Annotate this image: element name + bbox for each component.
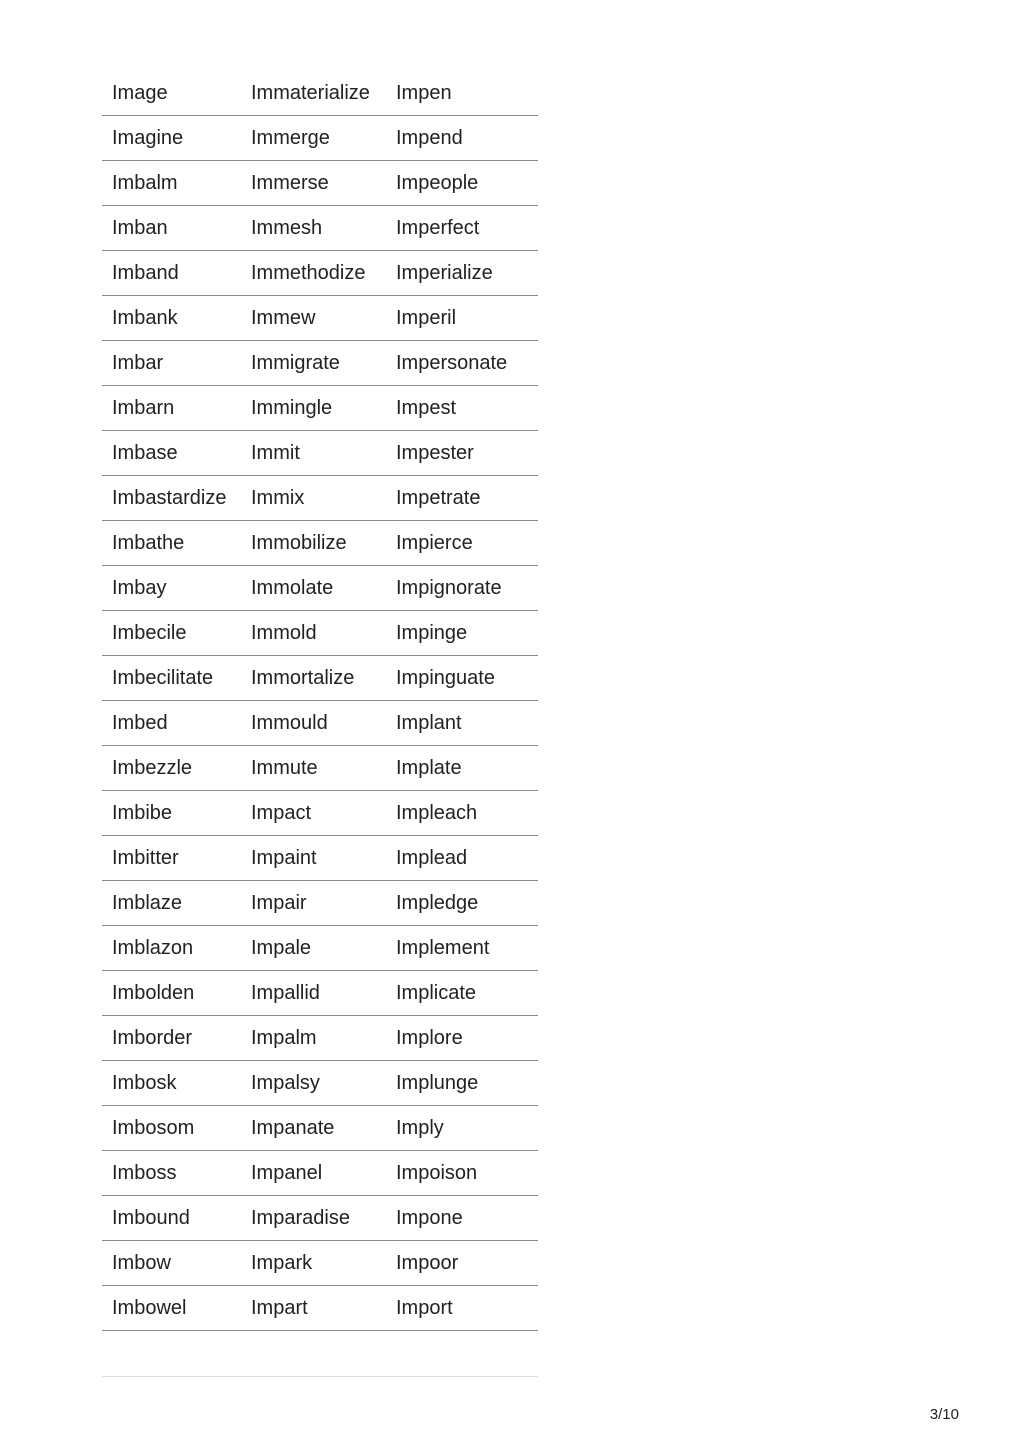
- word-cell: Impledge: [386, 881, 538, 926]
- word-cell: Imperfect: [386, 206, 538, 251]
- word-cell: Impersonate: [386, 341, 538, 386]
- word-cell: Impale: [241, 926, 386, 971]
- word-cell: Imbecile: [102, 611, 241, 656]
- word-cell: Implore: [386, 1016, 538, 1061]
- word-cell: Imban: [102, 206, 241, 251]
- word-cell: Impinguate: [386, 656, 538, 701]
- table-row: [102, 791, 538, 836]
- word-cell: Imbosom: [102, 1106, 241, 1151]
- word-cell: Impallid: [241, 971, 386, 1016]
- word-cell: Immolate: [241, 566, 386, 611]
- word-cell: Imply: [386, 1106, 538, 1151]
- word-cell: Imborder: [102, 1016, 241, 1061]
- word-cell: Immethodize: [241, 251, 386, 296]
- word-cell: Impierce: [386, 521, 538, 566]
- word-cell: Impleach: [386, 791, 538, 836]
- word-cell: Immix: [241, 476, 386, 521]
- word-cell: Impignorate: [386, 566, 538, 611]
- word-cell: Impalsy: [241, 1061, 386, 1106]
- word-cell: Imparadise: [241, 1196, 386, 1241]
- table-row: [102, 161, 538, 206]
- table-row: [102, 926, 538, 971]
- page-number: 3/10: [929, 1406, 959, 1423]
- table-row: [102, 521, 538, 566]
- word-cell: Impanate: [241, 1106, 386, 1151]
- word-cell: Immerge: [241, 116, 386, 161]
- word-table-body: [102, 71, 538, 1331]
- word-cell: Impeople: [386, 161, 538, 206]
- table-row: [102, 1286, 538, 1331]
- word-cell: Imbarn: [102, 386, 241, 431]
- word-cell: Imbowel: [102, 1286, 241, 1331]
- word-cell: Imbed: [102, 701, 241, 746]
- word-cell: Immigrate: [241, 341, 386, 386]
- word-cell: Impact: [241, 791, 386, 836]
- word-cell: Imagine: [102, 116, 241, 161]
- word-cell: Impoor: [386, 1241, 538, 1286]
- word-cell: Image: [102, 71, 241, 116]
- word-cell: Impalm: [241, 1016, 386, 1061]
- table-row: [102, 701, 538, 746]
- trailing-divider: [102, 1376, 538, 1377]
- word-cell: Imbitter: [102, 836, 241, 881]
- word-table: [102, 71, 538, 1331]
- word-cell: Imbase: [102, 431, 241, 476]
- word-cell: Imbolden: [102, 971, 241, 1016]
- table-row: [102, 1016, 538, 1061]
- word-cell: Imblazon: [102, 926, 241, 971]
- word-cell: Impend: [386, 116, 538, 161]
- word-cell: Imbosk: [102, 1061, 241, 1106]
- word-cell: Imboss: [102, 1151, 241, 1196]
- word-cell: Impester: [386, 431, 538, 476]
- table-row: [102, 296, 538, 341]
- table-row: [102, 566, 538, 611]
- table-row: [102, 836, 538, 881]
- table-row: [102, 746, 538, 791]
- word-cell: Immute: [241, 746, 386, 791]
- word-cell: Imbibe: [102, 791, 241, 836]
- table-row: [102, 386, 538, 431]
- table-row: [102, 206, 538, 251]
- word-cell: Immobilize: [241, 521, 386, 566]
- word-cell: Imband: [102, 251, 241, 296]
- table-row: [102, 1106, 538, 1151]
- word-cell: Imbathe: [102, 521, 241, 566]
- word-cell: Immaterialize: [241, 71, 386, 116]
- word-cell: Impen: [386, 71, 538, 116]
- word-cell: Impart: [241, 1286, 386, 1331]
- table-row: [102, 431, 538, 476]
- word-cell: Imbank: [102, 296, 241, 341]
- word-cell: Imbow: [102, 1241, 241, 1286]
- word-cell: Impest: [386, 386, 538, 431]
- word-cell: Implunge: [386, 1061, 538, 1106]
- word-cell: Imbecilitate: [102, 656, 241, 701]
- word-cell: Impetrate: [386, 476, 538, 521]
- word-cell: Imblaze: [102, 881, 241, 926]
- word-cell: Immingle: [241, 386, 386, 431]
- word-cell: Implate: [386, 746, 538, 791]
- word-cell: Imperialize: [386, 251, 538, 296]
- word-cell: Imbalm: [102, 161, 241, 206]
- word-cell: Impone: [386, 1196, 538, 1241]
- table-row: [102, 656, 538, 701]
- word-cell: Implement: [386, 926, 538, 971]
- word-cell: Impaint: [241, 836, 386, 881]
- table-row: [102, 881, 538, 926]
- word-cell: Immew: [241, 296, 386, 341]
- word-cell: Imbezzle: [102, 746, 241, 791]
- word-cell: Import: [386, 1286, 538, 1331]
- table-row: [102, 71, 538, 116]
- word-cell: Imbar: [102, 341, 241, 386]
- word-cell: Immesh: [241, 206, 386, 251]
- table-row: [102, 971, 538, 1016]
- table-row: [102, 476, 538, 521]
- word-cell: Immerse: [241, 161, 386, 206]
- word-cell: Immortalize: [241, 656, 386, 701]
- table-row: [102, 116, 538, 161]
- word-cell: Impoison: [386, 1151, 538, 1196]
- table-row: [102, 1061, 538, 1106]
- word-cell: Impinge: [386, 611, 538, 656]
- word-cell: Imperil: [386, 296, 538, 341]
- table-row: [102, 251, 538, 296]
- word-cell: Immould: [241, 701, 386, 746]
- table-row: [102, 1196, 538, 1241]
- word-cell: Implant: [386, 701, 538, 746]
- word-cell: Impair: [241, 881, 386, 926]
- word-cell: Impark: [241, 1241, 386, 1286]
- word-cell: Implicate: [386, 971, 538, 1016]
- table-row: [102, 611, 538, 656]
- word-cell: Immit: [241, 431, 386, 476]
- table-row: [102, 1241, 538, 1286]
- word-cell: Impanel: [241, 1151, 386, 1196]
- word-cell: Implead: [386, 836, 538, 881]
- table-row: [102, 341, 538, 386]
- word-cell: Imbay: [102, 566, 241, 611]
- word-cell: Immold: [241, 611, 386, 656]
- table-row: [102, 1151, 538, 1196]
- word-cell: Imbound: [102, 1196, 241, 1241]
- word-cell: Imbastardize: [102, 476, 241, 521]
